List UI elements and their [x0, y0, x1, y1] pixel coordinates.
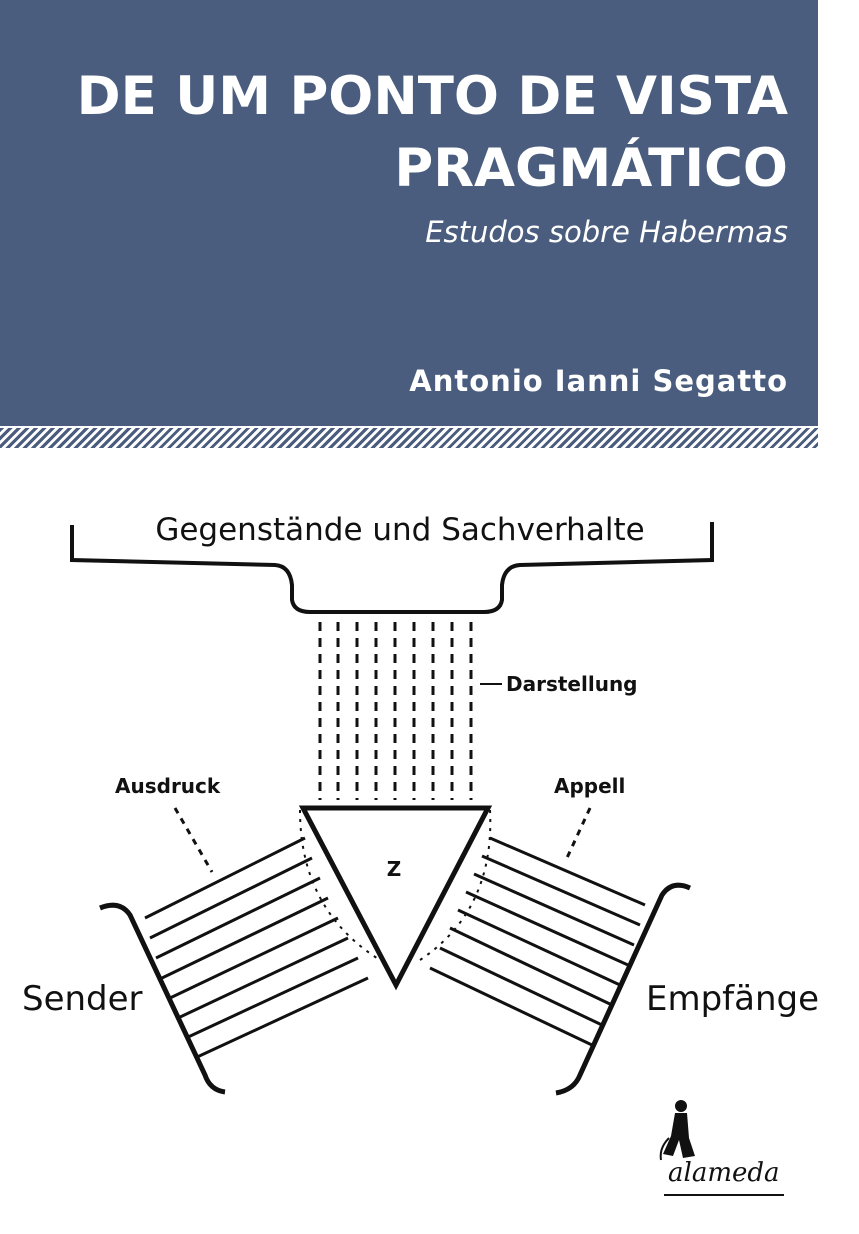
empfaenger-lines	[430, 838, 645, 1045]
title-line-1: DE UM PONTO DE VISTA	[76, 66, 788, 127]
publisher-underline	[664, 1194, 784, 1196]
publisher-logo-figure	[655, 1098, 795, 1208]
author-name: Antonio Ianni Segatto	[409, 364, 788, 398]
appell-label: Appell	[554, 774, 626, 798]
stripe-band	[0, 428, 818, 448]
center-label: Z	[386, 857, 402, 881]
top-label: Gegenstände und Sachverhalte	[155, 512, 645, 548]
appell-pointer	[566, 808, 590, 860]
cover-header	[0, 0, 818, 426]
title-line-2: PRAGMÁTICO	[394, 138, 788, 199]
darstellung-lines	[320, 622, 471, 800]
ausdruck-pointer	[175, 808, 212, 872]
sender-label: Sender	[22, 979, 143, 1019]
ausdruck-label: Ausdruck	[115, 774, 221, 798]
subtitle: Estudos sobre Habermas	[425, 215, 788, 249]
darstellung-label: Darstellung	[506, 672, 638, 696]
publisher-name: alameda	[668, 1158, 780, 1188]
empfaenger-label: Empfänge	[646, 979, 820, 1019]
organon-diagram	[0, 460, 859, 1100]
